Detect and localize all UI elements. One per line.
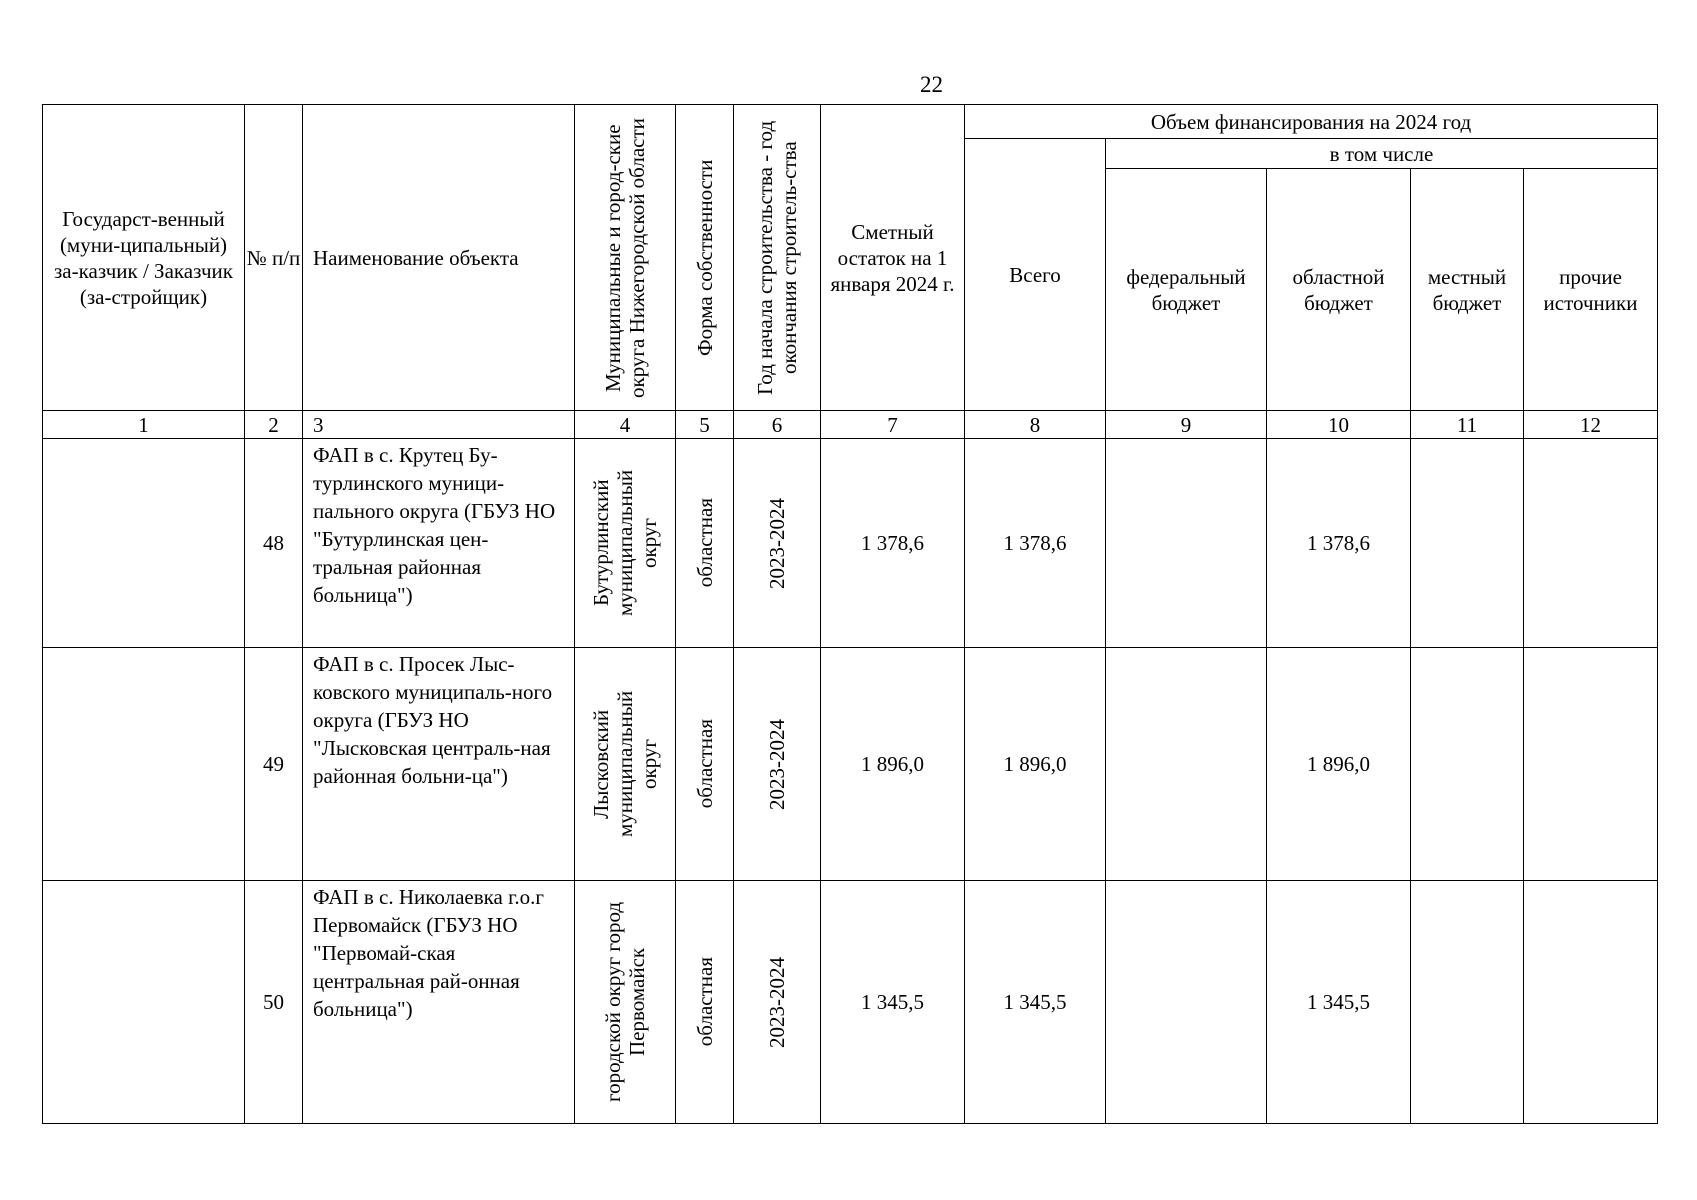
cell-object-name: ФАП в с. Просек Лыс-ковского муниципаль-ного округа (ГБУЗ НО "Лысковская централь-ная районная больни-ца") bbox=[303, 648, 575, 881]
cell-other bbox=[1524, 648, 1658, 881]
cell-district-text: городской округ город Первомайск bbox=[601, 901, 649, 1103]
column-number: 12 bbox=[1524, 411, 1658, 439]
header-row-1 bbox=[43, 105, 1658, 139]
column-number: 1 bbox=[43, 411, 245, 439]
column-number: 11 bbox=[1411, 411, 1524, 439]
cell-years-text: 2023-2024 bbox=[765, 718, 789, 810]
cell-years-text: 2023-2024 bbox=[765, 497, 789, 589]
column-number: 3 bbox=[303, 411, 575, 439]
cell-other bbox=[1524, 881, 1658, 1124]
header-local-text: местный бюджет bbox=[1427, 264, 1507, 315]
cell-num: 49 bbox=[245, 648, 303, 881]
header-customer-text: Государст-венный (муни-ципальный) за-казчик / Заказчик (за-стройщик) bbox=[54, 206, 233, 309]
header-district bbox=[575, 105, 676, 411]
header-local bbox=[1411, 169, 1524, 411]
header-other bbox=[1524, 169, 1658, 411]
page-number-text: 22 bbox=[920, 72, 943, 97]
cell-num: 48 bbox=[245, 439, 303, 648]
cell-object-name: ФАП в с. Крутец Бу-турлинского муници-пального округа (ГБУЗ НО "Бутурлинская цен-тральная районная больница") bbox=[303, 439, 575, 648]
cell-federal bbox=[1106, 439, 1267, 648]
header-ownership bbox=[676, 105, 734, 411]
header-ownership-text: Форма собственности bbox=[692, 159, 717, 356]
cell-local bbox=[1411, 439, 1524, 648]
table-row bbox=[43, 881, 1658, 1124]
header-financing-text: Объем финансирования на 2024 год bbox=[1150, 109, 1472, 134]
cell-ownership bbox=[676, 648, 734, 881]
cell-district bbox=[575, 881, 676, 1124]
header-including-text: в том числе bbox=[1329, 141, 1434, 166]
header-balance-text: Сметный остаток на 1 января 2024 г. bbox=[830, 219, 955, 296]
cell-balance: 1 345,5 bbox=[821, 881, 965, 1124]
column-number: 9 bbox=[1106, 411, 1267, 439]
column-number: 8 bbox=[965, 411, 1106, 439]
page-number bbox=[0, 72, 1697, 98]
cell-balance: 1 896,0 bbox=[821, 648, 965, 881]
cell-ownership bbox=[676, 439, 734, 648]
cell-ownership-text: областная bbox=[692, 957, 717, 1047]
cell-district bbox=[575, 439, 676, 648]
column-number: 2 bbox=[245, 411, 303, 439]
header-federal bbox=[1106, 169, 1267, 411]
cell-balance: 1 378,6 bbox=[821, 439, 965, 648]
cell-regional: 1 345,5 bbox=[1267, 881, 1411, 1124]
financing-table bbox=[42, 104, 1658, 1124]
cell-ownership bbox=[676, 881, 734, 1124]
cell-total: 1 378,6 bbox=[965, 439, 1106, 648]
column-number: 4 bbox=[575, 411, 676, 439]
cell-object-name: ФАП в с. Николаевка г.о.г Первомайск (ГБУЗ НО "Первомай-ская центральная рай-онная больница") bbox=[303, 881, 575, 1124]
cell-ownership-text: областная bbox=[692, 719, 717, 809]
table-row bbox=[43, 648, 1658, 881]
header-object-name-text: Наименование объекта bbox=[313, 245, 519, 270]
table-row bbox=[43, 439, 1658, 648]
cell-customer bbox=[43, 881, 245, 1124]
cell-regional: 1 896,0 bbox=[1267, 648, 1411, 881]
header-years bbox=[734, 105, 821, 411]
header-years-text: Год начала строительства - год окончания строитель-ства bbox=[753, 120, 801, 395]
header-balance bbox=[821, 105, 965, 411]
cell-customer bbox=[43, 439, 245, 648]
column-number: 7 bbox=[821, 411, 965, 439]
cell-total: 1 896,0 bbox=[965, 648, 1106, 881]
cell-customer bbox=[43, 648, 245, 881]
cell-district bbox=[575, 648, 676, 881]
column-number: 6 bbox=[734, 411, 821, 439]
header-financing bbox=[965, 105, 1658, 139]
header-including bbox=[1106, 139, 1658, 169]
header-district-text: Муниципальные и город-ские округа Нижегородской области bbox=[601, 117, 649, 398]
cell-federal bbox=[1106, 881, 1267, 1124]
header-regional bbox=[1267, 169, 1411, 411]
cell-years-text: 2023-2024 bbox=[765, 956, 789, 1048]
cell-local bbox=[1411, 648, 1524, 881]
cell-other bbox=[1524, 439, 1658, 648]
header-num-text: № п/п bbox=[246, 245, 301, 270]
column-number-row bbox=[43, 411, 1658, 439]
header-other-text: прочие источники bbox=[1543, 264, 1638, 315]
cell-local bbox=[1411, 881, 1524, 1124]
header-regional-text: областной бюджет bbox=[1292, 264, 1385, 315]
header-total-text: Всего bbox=[1009, 262, 1061, 287]
header-customer bbox=[43, 105, 245, 411]
header-num bbox=[245, 105, 303, 411]
cell-ownership-text: областная bbox=[692, 498, 717, 588]
column-number: 10 bbox=[1267, 411, 1411, 439]
cell-years bbox=[734, 648, 821, 881]
cell-regional: 1 378,6 bbox=[1267, 439, 1411, 648]
cell-total: 1 345,5 bbox=[965, 881, 1106, 1124]
column-number: 5 bbox=[676, 411, 734, 439]
header-object-name bbox=[303, 105, 575, 411]
cell-years bbox=[734, 439, 821, 648]
cell-district-text: Лысковский муниципальный округ bbox=[589, 690, 661, 838]
cell-federal bbox=[1106, 648, 1267, 881]
cell-years bbox=[734, 881, 821, 1124]
cell-district-text: Бутурлинский муниципальный округ bbox=[589, 469, 661, 617]
header-total bbox=[965, 139, 1106, 411]
cell-num: 50 bbox=[245, 881, 303, 1124]
header-federal-text: федеральный бюджет bbox=[1126, 264, 1246, 315]
